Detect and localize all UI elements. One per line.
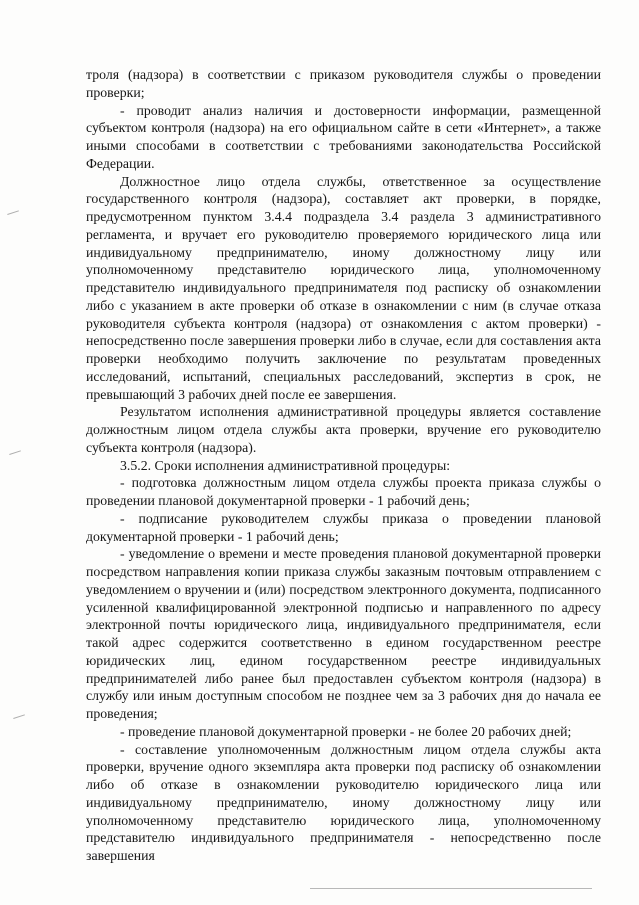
- scan-mark: [7, 210, 21, 220]
- paragraph-3: Должностное лицо отдела службы, ответственное за осуществление государственного контроля (надзора), составляет акт проверки, в порядке, предусмотренном пунктом 3.4.4 подраздела 3.4 раздела 3 административного регламента, и вручает его руководителю проверяемого юридического лица или индивидуальному предпринимателю, иному должностному лицу или уполномоченному представителю юридического лица, уполномоченному представителю индивидуального предпринимателя под расписку об ознакомлении либо с указанием в акте проверки об отказе в ознакомлении с ним (в случае отказа руководителя субъекта контроля (надзора) от ознакомления с актом проверки) - непосредственно после завершения проверки либо в случае, если для составления акта проверки необходимо получить заключение по результатам проведенных исследований, испытаний, специальных расследований, экспертиз в срок, не превышающий 3 рабочих дней после ее завершения.: [86, 173, 601, 402]
- paragraph-6: - подготовка должностным лицом отдела службы проекта приказа службы о проведении плановой документарной проверки - 1 рабочий день;: [86, 475, 601, 508]
- paragraph-4: Результатом исполнения административной процедуры является составление должностным лицом отдела службы акта проверки, вручение его руководителю субъекта контроля (надзора).: [86, 404, 601, 455]
- scan-mark: [13, 714, 27, 724]
- paragraph-2: - проводит анализ наличия и достоверности информации, размещенной субъектом контроля (надзора) на его официальном сайте в сети «Интернет», а также иными способами в соответствии с требованиями законодательства Российской Федерации.: [86, 102, 601, 171]
- scan-mark: [9, 450, 23, 460]
- paragraph-1: троля (надзора) в соответствии с приказом руководителя службы о проведении проверки;: [86, 67, 601, 100]
- paragraph-7: - подписание руководителем службы приказа о проведении плановой документарной проверки - 1 рабочий день;: [86, 510, 601, 544]
- paragraph-9: - проведение плановой документарной проверки - не более 20 рабочих дней;: [120, 723, 572, 739]
- paragraph-10: - составление уполномоченным должностным лицом отдела службы акта проверки, вручение одного экземпляра акта проверки под расписку об ознакомлении либо об отказе в ознакомлении руководителю юридического лица или индивидуальному предпринимателю, иному должностному лицу или уполномоченному представителю юридического лица, уполномоченному представителю индивидуального предпринимателя - непосредственно после завершения: [86, 741, 601, 863]
- document-body: [86, 66, 601, 865]
- paragraph-8: - уведомление о времени и месте проведения плановой документарной проверки посредством направления копии приказа службы заказным почтовым отправлением с уведомлением о вручении и (или) посредством электронного документа, подписанного усиленной квалифицированной электронной подписью и направленного по адресу электронной почты юридического лица, индивидуального предпринимателя, если такой адрес содержится соответственно в едином государственном реестре юридических лиц, едином государственном реестре индивидуальных предпринимателей либо ранее был предоставлен субъектом контроля (надзора) в службу или иным доступным способом не позднее чем за 3 рабочих дня до начала ее проведения;: [86, 546, 601, 721]
- scan-edge-line: [310, 888, 592, 889]
- paragraph-5: 3.5.2. Сроки исполнения административной процедуры:: [120, 457, 451, 473]
